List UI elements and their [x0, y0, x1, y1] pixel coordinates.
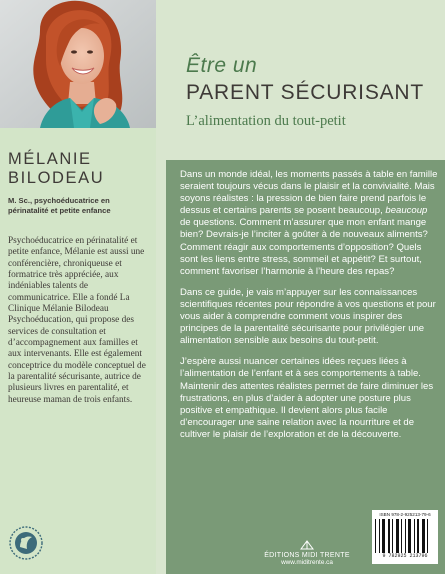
barcode-stripe	[377, 519, 378, 553]
title-line-2: PARENT SÉCURISANT	[186, 81, 425, 104]
description-paragraph-2: Dans ce guide, je vais m’appuyer sur les connaissances scientifiques récentes pour répondre à vos questions et pour vous aider à comprendre comment vous inspirer des principes de la parentalité sécurisante pour privilégier une alimentation sensible aux besoins du tout-petit.	[180, 286, 436, 347]
barcode-stripe	[426, 519, 427, 553]
description-paragraph-3: J’espère aussi nuancer certaines idées reçues liées à l’alimentation de l’enfant et à ses comportements à table. Maintenir des attentes réalistes permet de faire diminuer les frustrations, en plus d’aider à adopter une posture plus positive et empathique. Il devient alors plus facile d’encourager une saine relation avec la nourriture et de cultiver le plaisir de l’exploration et de la découverte.	[180, 356, 434, 440]
barcode-stripe	[375, 519, 376, 553]
barcode-stripe	[416, 519, 417, 553]
author-column	[0, 0, 156, 574]
barcode-number: 9 782925 213796	[382, 553, 428, 559]
author-portrait-image	[0, 0, 156, 128]
content-column	[156, 0, 445, 574]
publisher-url: www.miditrente.ca	[281, 559, 333, 566]
barcode-stripe	[379, 519, 380, 553]
barcode-bars	[375, 519, 435, 553]
description-panel	[166, 160, 445, 574]
barcode-stripe	[392, 519, 393, 553]
barcode-stripe	[422, 519, 425, 553]
title-block	[156, 0, 445, 160]
barcode-stripe	[414, 519, 415, 553]
publisher-logo-icon	[300, 540, 314, 550]
author-first-name: MÉLANIE	[8, 150, 92, 168]
author-bio-text: Psychoéducatrice en périnatalité et petite enfance, Mélanie est aussi une conférencière, chroniqueuse et formatrice très appréciée, aux indéniables talents de communicatrice. Elle a fondé La Clinique Mélanie Bilodeau Psychoéducation, qui propose des services de consultation et d’accompagnement aux familles et aux intervenants. Elle est également conceptrice du modèle conceptuel de la parentalité sécurisante, autrice de plusieurs livres en parentalité, et heureuse maman de trois enfants.	[8, 236, 146, 405]
barcode-stripe	[391, 519, 392, 553]
author-block	[8, 150, 152, 216]
barcode-stripe	[400, 519, 401, 553]
barcode-stripe	[394, 519, 395, 553]
barcode-stripe	[403, 519, 404, 553]
barcode-stripe	[420, 519, 421, 553]
barcode-stripe	[396, 519, 399, 553]
description-paragraph-1	[180, 169, 438, 278]
publisher-block	[252, 540, 362, 566]
barcode-stripe	[408, 519, 411, 553]
description-text	[180, 169, 438, 450]
author-credentials: M. Sc., psychoéducatrice en périnatalité et petite enfance	[8, 196, 111, 215]
paragraph-1-part-b: de questions. Comment m’assurer que mon enfant mange bien? Devrais-je l’inciter à goûter à de nouveaux aliments? Comment réagir aux comportements d’opposition? Quels sont les liens entre stress, sommeil et appétit? Et surtout, comment favoriser l’harmonie à l’heure des repas?	[180, 217, 428, 277]
barcode-stripe	[407, 519, 408, 553]
barcode-stripe	[382, 519, 385, 553]
barcode-stripe	[412, 519, 413, 553]
title-line-1: Être un	[186, 54, 258, 77]
barcode-stripe	[417, 519, 419, 553]
publisher-name: ÉDITIONS MIDI TRENTE	[264, 552, 350, 559]
barcode-stripe	[381, 519, 382, 553]
barcode-stripe	[386, 519, 387, 553]
barcode-stripe	[405, 519, 406, 553]
author-photo	[0, 0, 156, 128]
isbn-label: ISBN 978-2-925213-79-6	[379, 512, 431, 517]
clinic-logo-icon	[8, 525, 44, 561]
paragraph-1-emphasis: beaucoup	[385, 205, 428, 217]
book-subtitle: L’alimentation du tout-petit	[186, 113, 346, 129]
paragraph-1-part-a: Dans un monde idéal, les moments passés à table en famille seraient toujours vécus dans le plaisir et la convivialité. Mais soyons réalistes : la pression de bien faire prend parfois le dessus et certains parents se posent beaucoup,	[180, 169, 438, 217]
barcode-stripe	[429, 519, 430, 553]
barcode-stripe	[427, 519, 428, 553]
author-last-name: BILODEAU	[8, 169, 105, 187]
barcode-stripe	[388, 519, 390, 553]
barcode-stripe	[401, 519, 402, 553]
author-bio	[8, 236, 150, 406]
barcode	[372, 510, 438, 564]
